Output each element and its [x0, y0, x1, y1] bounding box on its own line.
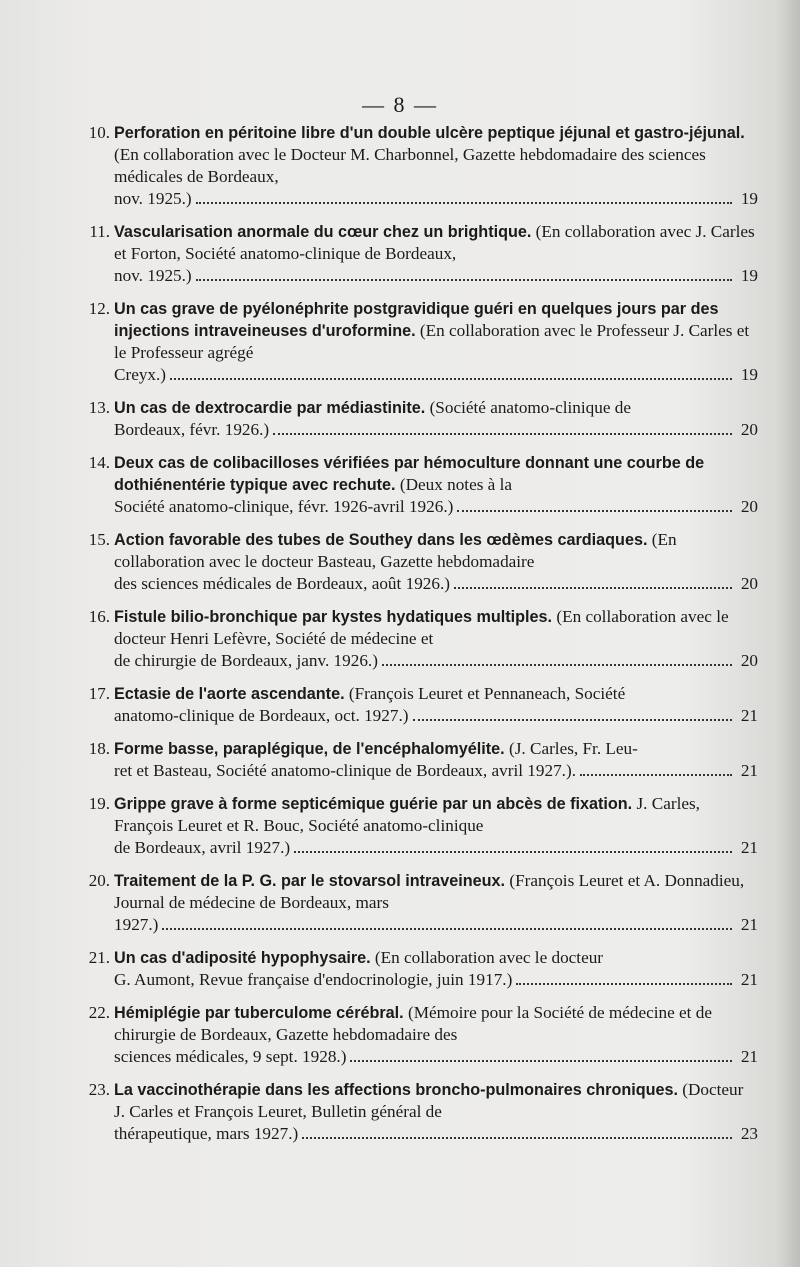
entry-reference: J. Carles, François Leuret et R. Bouc, Société anatomo-clinique [114, 794, 700, 835]
entry-page-number: 21 [740, 1047, 758, 1066]
entry-page-number: 20 [740, 574, 758, 593]
entry-reference-end: nov. 1925.) [114, 189, 192, 208]
entry-reference: (En collaboration avec le docteur [374, 948, 604, 967]
dot-leader [413, 719, 733, 721]
entry-reference-end: nov. 1925.) [114, 266, 192, 285]
entry-number: 16. [88, 607, 110, 626]
entry-title: Action favorable des tubes de Southey dans les œdèmes cardiaques. [114, 531, 648, 549]
bibliography-entry [72, 221, 758, 287]
bibliography-entry [72, 793, 758, 859]
entry-reference-end: 1927.) [114, 915, 159, 934]
entry-reference-end: Société anatomo-clinique, févr. 1926-avril 1926.) [114, 497, 454, 516]
dot-leader [454, 587, 732, 589]
entry-reference: (J. Carles, Fr. Leu- [508, 739, 638, 758]
dot-leader [302, 1137, 732, 1139]
entry-reference: (Docteur J. Carles et François Leuret, Bulletin général de [114, 1080, 744, 1121]
dot-leader [162, 928, 732, 930]
dot-leader [457, 510, 732, 512]
entry-number: 11. [89, 222, 110, 241]
entry-reference: (Deux notes à la [399, 475, 513, 494]
entry-number: 15. [88, 530, 110, 549]
entry-title: La vaccinothérapie dans les affections broncho-pulmonaires chroniques. [114, 1081, 678, 1099]
entry-page-number: 20 [740, 651, 758, 670]
entry-reference: (François Leuret et A. Donnadieu, Journal de médecine de Bordeaux, mars [114, 871, 745, 912]
dot-leader [170, 378, 732, 380]
dot-leader [580, 774, 732, 776]
entry-reference-end: thérapeutique, mars 1927.) [114, 1124, 299, 1143]
entry-title: Grippe grave à forme septicémique guérie par un abcès de fixation. [114, 795, 633, 813]
entry-reference: (En collaboration avec le Professeur J. Carles et le Professeur agrégé [114, 321, 750, 362]
bibliography-entry [72, 397, 758, 441]
bibliography-entry [72, 683, 758, 727]
bibliography-entry [72, 122, 758, 210]
entry-number: 22. [88, 1003, 110, 1022]
entry-number: 17. [88, 684, 110, 703]
dot-leader [196, 202, 732, 204]
entry-title: Hémiplégie par tuberculome cérébral. [114, 1004, 404, 1022]
entry-page-number: 21 [740, 970, 758, 989]
bibliography-entry [72, 1079, 758, 1145]
dot-leader [196, 279, 732, 281]
entry-title: Traitement de la P. G. par le stovarsol intraveineux. [114, 872, 506, 890]
entry-reference-end: de Bordeaux, avril 1927.) [114, 838, 291, 857]
entry-number: 13. [88, 398, 110, 417]
entry-number: 14. [88, 453, 110, 472]
entry-page-number: 23 [740, 1124, 758, 1143]
bibliography-entry [72, 606, 758, 672]
bibliography-list [72, 122, 758, 1156]
entry-reference-end: ret et Basteau, Société anatomo-clinique de Bordeaux, avril 1927.). [114, 761, 576, 780]
entry-reference-end: de chirurgie de Bordeaux, janv. 1926.) [114, 651, 378, 670]
bibliography-entry [72, 870, 758, 936]
entry-number: 21. [88, 948, 110, 967]
entry-page-number: 21 [740, 915, 758, 934]
entry-page-number: 20 [740, 497, 758, 516]
entry-page-number: 21 [740, 838, 758, 857]
entry-page-number: 21 [740, 706, 758, 725]
entry-page-number: 19 [740, 266, 758, 285]
entry-reference: (Société anatomo-clinique de [429, 398, 631, 417]
entry-reference-end: anatomo-clinique de Bordeaux, oct. 1927.) [114, 706, 409, 725]
entry-page-number: 20 [740, 420, 758, 439]
entry-page-number: 19 [740, 189, 758, 208]
entry-title: Forme basse, paraplégique, de l'encéphalomyélite. [114, 740, 505, 758]
entry-title: Perforation en péritoine libre d'un double ulcère peptique jéjunal et gastro-jéjunal. [114, 124, 745, 142]
entry-title: Ectasie de l'aorte ascendante. [114, 685, 345, 703]
bibliography-entry [72, 452, 758, 518]
entry-reference: (Mémoire pour la Société de médecine et de chirurgie de Bordeaux, Gazette hebdomadaire des [114, 1003, 712, 1044]
entry-title: Un cas de dextrocardie par médiastinite. [114, 399, 426, 417]
dot-leader [294, 851, 732, 853]
entry-title: Deux cas de colibacilloses vérifiées par hémoculture donnant une courbe de dothiénentérie typique avec rechute. [114, 454, 705, 494]
entry-number: 20. [88, 871, 110, 890]
page-number: — 8 — [362, 92, 438, 117]
entry-reference: (En collaboration avec le docteur Basteau, Gazette hebdomadaire [114, 530, 677, 571]
entry-number: 12. [88, 299, 110, 318]
entry-reference: (En collaboration avec le Docteur M. Charbonnel, Gazette hebdomadaire des sciences médicales de Bordeaux, [114, 145, 706, 186]
entry-page-number: 21 [740, 761, 758, 780]
entry-number: 10. [88, 123, 110, 142]
entry-title: Vascularisation anormale du cœur chez un brightique. [114, 223, 532, 241]
bibliography-entry [72, 947, 758, 991]
entry-title: Fistule bilio-bronchique par kystes hydatiques multiples. [114, 608, 553, 626]
entry-reference: (En collaboration avec J. Carles et Forton, Société anatomo-clinique de Bordeaux, [114, 222, 755, 263]
dot-leader [273, 433, 732, 435]
entry-number: 19. [88, 794, 110, 813]
entry-reference-end: Bordeaux, févr. 1926.) [114, 420, 270, 439]
entry-reference-end: des sciences médicales de Bordeaux, août 1926.) [114, 574, 450, 593]
bibliography-entry [72, 529, 758, 595]
entry-reference-end: sciences médicales, 9 sept. 1928.) [114, 1047, 347, 1066]
entry-number: 18. [88, 739, 110, 758]
entry-title: Un cas d'adiposité hypophysaire. [114, 949, 371, 967]
entry-title: Un cas grave de pyélonéphrite postgravidique guéri en quelques jours par des injections intraveineuses d'uroformine. [114, 300, 719, 340]
entry-reference: (En collaboration avec le docteur Henri Lefèvre, Société de médecine et [114, 607, 729, 648]
bibliography-entry [72, 298, 758, 386]
entry-reference-end: G. Aumont, Revue française d'endocrinologie, juin 1917.) [114, 970, 513, 989]
entry-reference: (François Leuret et Pennaneach, Société [348, 684, 626, 703]
dot-leader [382, 664, 732, 666]
dot-leader [516, 983, 732, 985]
dot-leader [350, 1060, 732, 1062]
bibliography-entry [72, 1002, 758, 1068]
bibliography-entry [72, 738, 758, 782]
entry-page-number: 19 [740, 365, 758, 384]
entry-number: 23. [88, 1080, 110, 1099]
entry-reference-end: Creyx.) [114, 365, 167, 384]
